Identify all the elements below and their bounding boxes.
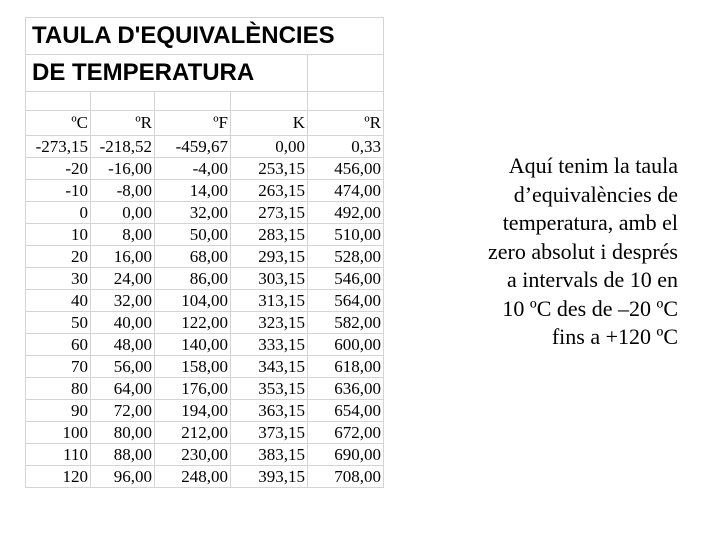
table-cell: -16,00 [91,158,155,180]
table-cell: 68,00 [155,246,231,268]
caption-text [420,152,678,352]
table-row [26,158,384,180]
table-cell: 16,00 [91,246,155,268]
table-cell: 313,15 [231,290,308,312]
table-cell: -459,67 [155,136,231,158]
table-cell: 456,00 [308,158,384,180]
table-cell: -20 [26,158,91,180]
table-cell: 104,00 [155,290,231,312]
table-cell: 32,00 [91,290,155,312]
table-cell: 72,00 [91,400,155,422]
table-cell: 363,15 [231,400,308,422]
caption-line: a intervals de 10 en [506,267,678,292]
table-row [26,224,384,246]
header-rankine: ºR [308,111,384,136]
table-cell: 70 [26,356,91,378]
table-cell: 283,15 [231,224,308,246]
table-cell: 582,00 [308,312,384,334]
table-cell: 492,00 [308,202,384,224]
header-celsius: ºC [26,111,91,136]
table-cell: 474,00 [308,180,384,202]
table-cell: -8,00 [91,180,155,202]
table-cell: -273,15 [26,136,91,158]
table-title-line-1: TAULA D'EQUIVALÈNCIES [26,18,384,55]
table-cell: 383,15 [231,444,308,466]
temperature-table [25,17,384,488]
table-cell: 64,00 [91,378,155,400]
table-cell: 100 [26,422,91,444]
table-cell: 48,00 [91,334,155,356]
table-cell: 0 [26,202,91,224]
table-row [26,378,384,400]
table-cell: 230,00 [155,444,231,466]
table-cell: 564,00 [308,290,384,312]
header-row [26,111,384,136]
table-cell: 20 [26,246,91,268]
table-cell: 0,00 [91,202,155,224]
table-row [26,334,384,356]
table-cell: 618,00 [308,356,384,378]
empty-cell [26,92,91,111]
table-cell: -218,52 [91,136,155,158]
caption-line: d’equivalències de [513,181,678,207]
table-cell: 212,00 [155,422,231,444]
table-row [26,202,384,224]
title-row-2 [26,55,384,92]
table-row [26,400,384,422]
table-cell: 333,15 [231,334,308,356]
table-row [26,290,384,312]
table-cell: 528,00 [308,246,384,268]
table-cell: 323,15 [231,312,308,334]
table-cell: 194,00 [155,400,231,422]
empty-cell [155,92,231,111]
table-cell: 120 [26,466,91,488]
table-cell: 50 [26,312,91,334]
table-title-line-2: DE TEMPERATURA [26,55,308,92]
table-cell: 88,00 [91,444,155,466]
table-cell: -10 [26,180,91,202]
empty-row [26,92,384,111]
table-cell: 600,00 [308,334,384,356]
empty-cell [308,92,384,111]
table-cell: 80 [26,378,91,400]
table-cell: 393,15 [231,466,308,488]
table-cell: 86,00 [155,268,231,290]
table-cell: 0,33 [308,136,384,158]
table-cell: 0,00 [231,136,308,158]
empty-cell [308,55,384,92]
table-cell: 343,15 [231,356,308,378]
table-cell: 176,00 [155,378,231,400]
table-cell: 708,00 [308,466,384,488]
table-row [26,422,384,444]
table-cell: 253,15 [231,158,308,180]
header-fahrenheit: ºF [155,111,231,136]
table-cell: 80,00 [91,422,155,444]
table-cell: 510,00 [308,224,384,246]
table-row [26,444,384,466]
table-cell: 24,00 [91,268,155,290]
caption-line: zero absolut i després [488,238,678,264]
table-row [26,466,384,488]
table-row [26,136,384,158]
table-cell: 690,00 [308,444,384,466]
caption-line: fins a +120 ºC [551,324,678,349]
table-cell: 158,00 [155,356,231,378]
table-cell: 373,15 [231,422,308,444]
table-cell: 56,00 [91,356,155,378]
table-cell: 122,00 [155,312,231,334]
table-cell: 263,15 [231,180,308,202]
header-kelvin: K [231,111,308,136]
table-cell: 8,00 [91,224,155,246]
table-cell: -4,00 [155,158,231,180]
table-cell: 60 [26,334,91,356]
table-row [26,246,384,268]
table-cell: 140,00 [155,334,231,356]
caption-line: temperatura, amb el [502,210,678,235]
table-cell: 10 [26,224,91,246]
table-cell: 273,15 [231,202,308,224]
table-cell: 96,00 [91,466,155,488]
table-cell: 30 [26,268,91,290]
title-row-1 [26,18,384,55]
table-cell: 636,00 [308,378,384,400]
table-cell: 90 [26,400,91,422]
table-row [26,180,384,202]
caption-line: Aquí tenim la taula [508,153,678,178]
table-cell: 40,00 [91,312,155,334]
table-cell: 110 [26,444,91,466]
caption-line: 10 ºC des de –20 ºC [502,295,678,321]
table-cell: 654,00 [308,400,384,422]
table-row [26,312,384,334]
table-cell: 303,15 [231,268,308,290]
table-row [26,268,384,290]
header-reaumur: ºR [91,111,155,136]
table-cell: 353,15 [231,378,308,400]
table-cell: 672,00 [308,422,384,444]
table-cell: 293,15 [231,246,308,268]
table-cell: 40 [26,290,91,312]
empty-cell [91,92,155,111]
table-cell: 546,00 [308,268,384,290]
table-cell: 248,00 [155,466,231,488]
table-cell: 50,00 [155,224,231,246]
empty-cell [231,92,308,111]
table-cell: 32,00 [155,202,231,224]
table-row [26,356,384,378]
table-cell: 14,00 [155,180,231,202]
